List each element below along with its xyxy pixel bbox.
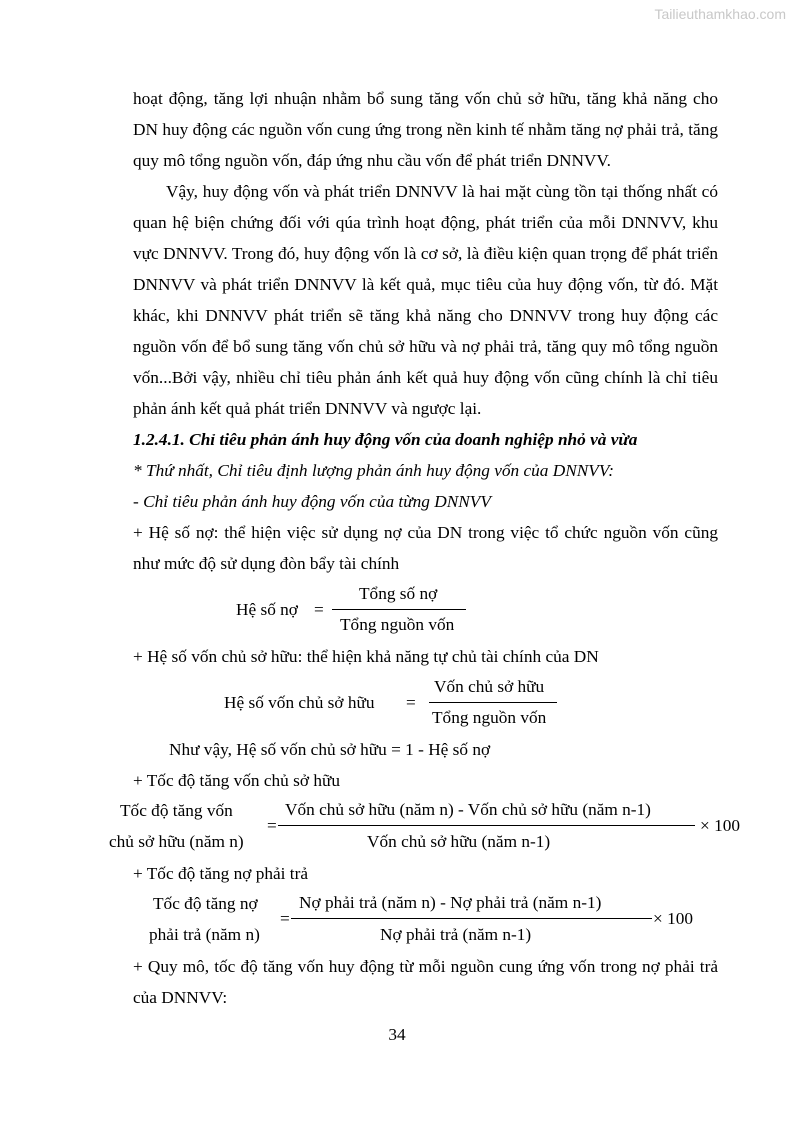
formula-numerator: Vốn chủ sở hữu bbox=[434, 677, 545, 696]
italic-line-2: - Chỉ tiêu phản ánh huy động vốn của từng DNNVV bbox=[133, 492, 491, 511]
formula-debt-ratio bbox=[133, 579, 718, 641]
paragraph-2: Vậy, huy động vốn và phát triển DNNVV là hai mặt cùng tồn tại thống nhất có quan hệ biện chứng đối với qúa trình hoạt động, phát triển của mỗi DNNVV, khu vực DNNVV. Trong đó, huy động vốn là cơ sở, là điều kiện quan trọng để phát triển DNNVV và phát triển DNNVV là kết quả, mục tiêu của huy động vốn, từ đó. Mặt khác, khi DNNVV phát triển sẽ tăng khả năng cho DNNVV trong huy động các nguồn vốn để bổ sung tăng vốn chủ sở hữu và nợ phải trả, tăng quy mô tổng nguồn vốn...Bởi vậy, nhiều chỉ tiêu phản ánh kết quả huy động vốn cũng chính là chỉ tiêu phản ánh kết quả phát triển DNNVV và ngược lại. bbox=[133, 182, 718, 418]
formula-denominator: Tổng nguồn vốn bbox=[432, 708, 547, 727]
formula-label-line2: chủ sở hữu (năm n) bbox=[109, 832, 244, 851]
formula-denominator: Nợ phải trả (năm n-1) bbox=[380, 925, 532, 944]
paragraph-equity-growth: + Tốc độ tăng vốn chủ sở hữu bbox=[133, 771, 340, 790]
formula-label: Hệ số vốn chủ sở hữu bbox=[224, 693, 375, 712]
formula-multiplier: × 100 bbox=[700, 816, 740, 835]
formula-label-line1: Tốc độ tăng nợ bbox=[153, 894, 258, 913]
section-heading: 1.2.4.1. Chỉ tiêu phản ánh huy động vốn của doanh nghiệp nhỏ và vừa bbox=[133, 430, 638, 449]
formula-equity-growth bbox=[109, 796, 740, 858]
paragraph-equity-note: Như vậy, Hệ số vốn chủ sở hữu = 1 - Hệ số nợ bbox=[169, 740, 491, 759]
paragraph-debt-ratio: + Hệ số nợ: thể hiện việc sử dụng nợ của DN trong việc tổ chức nguồn vốn cũng như mức độ sử dụng đòn bẩy tài chính bbox=[133, 523, 718, 573]
formula-numerator: Nợ phải trả (năm n) - Nợ phải trả (năm n-1) bbox=[299, 893, 602, 912]
watermark: Tailieuthamkhao.com bbox=[654, 6, 786, 22]
page-number: 34 bbox=[388, 1025, 406, 1044]
formula-label: Hệ số nợ bbox=[236, 600, 298, 619]
formula-multiplier: × 100 bbox=[653, 909, 693, 928]
formula-numerator: Tổng số nợ bbox=[359, 584, 438, 603]
paragraph-1: hoạt động, tăng lợi nhuận nhằm bổ sung tăng vốn chủ sở hữu, tăng khả năng cho DN huy động các nguồn vốn cung ứng trong nền kinh tế nhằm tăng nợ phải trả, tăng quy mô tổng nguồn vốn, đáp ứng nhu cầu vốn để phát triển DNNVV. bbox=[133, 89, 718, 170]
formula-denominator: Vốn chủ sở hữu (năm n-1) bbox=[367, 832, 551, 851]
paragraph-debt-growth: + Tốc độ tăng nợ phải trả bbox=[133, 864, 309, 883]
formula-equity-ratio bbox=[133, 672, 718, 734]
formula-label-line2: phải trả (năm n) bbox=[149, 925, 260, 944]
formula-numerator: Vốn chủ sở hữu (năm n) - Vốn chủ sở hữu (năm n-1) bbox=[285, 800, 651, 819]
formula-label-line1: Tốc độ tăng vốn bbox=[120, 801, 233, 820]
paragraph-equity-ratio: + Hệ số vốn chủ sở hữu: thể hiện khả năng tự chủ tài chính của DN bbox=[133, 647, 599, 666]
paragraph-scale: + Quy mô, tốc độ tăng vốn huy động từ mỗi nguồn cung ứng vốn trong nợ phải trả của DNNVV: bbox=[133, 957, 718, 1007]
formula-equals: = bbox=[406, 693, 416, 712]
document-body bbox=[109, 83, 740, 1013]
formula-equals: = bbox=[280, 909, 290, 928]
formula-denominator: Tổng nguồn vốn bbox=[340, 615, 455, 634]
formula-debt-growth bbox=[133, 889, 718, 951]
formula-equals: = bbox=[314, 600, 324, 619]
formula-equals: = bbox=[267, 816, 277, 835]
italic-line-1: * Thứ nhất, Chỉ tiêu định lượng phản ánh huy động vốn của DNNVV: bbox=[133, 461, 615, 480]
